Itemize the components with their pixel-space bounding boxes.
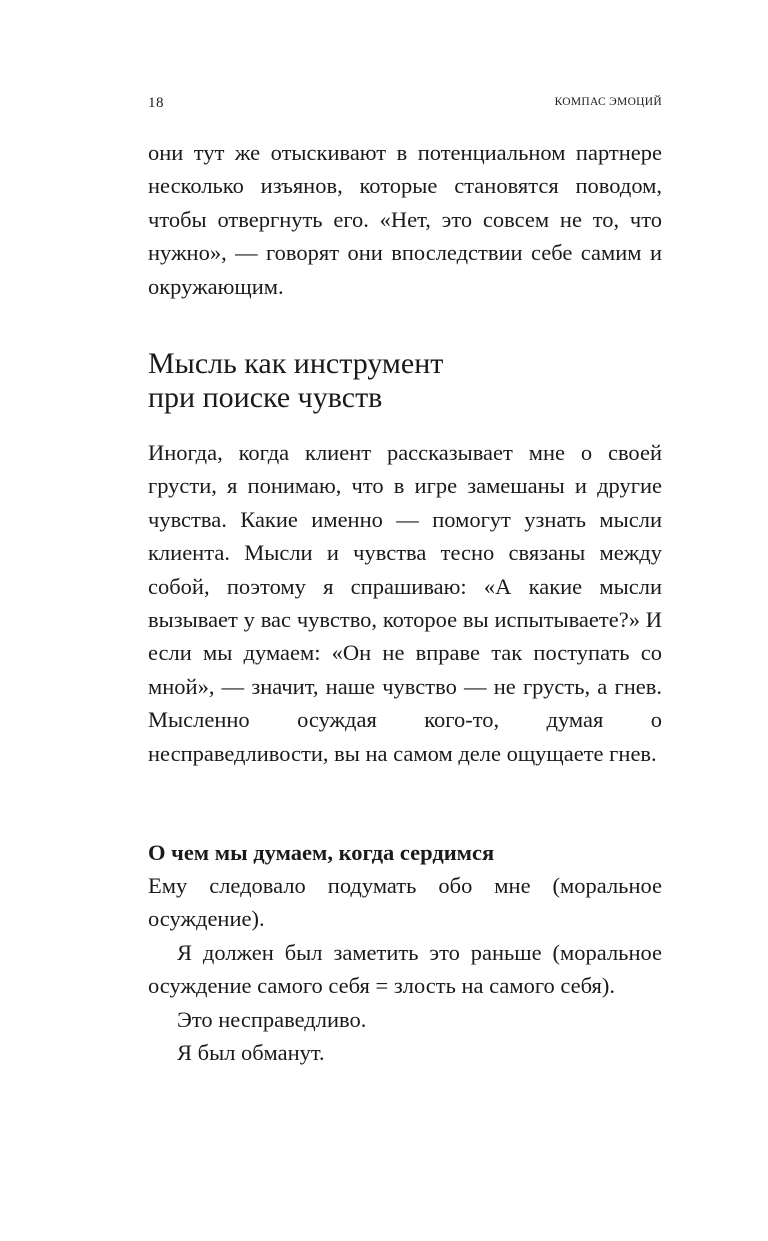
page-number: 18 xyxy=(148,95,164,111)
section-heading-line-1: Мысль как инструмент xyxy=(148,347,444,380)
thought-item: Это несправедливо. xyxy=(177,1006,367,1032)
thought-item: Ему следовало подумать обо мне (моральное осуждение). xyxy=(148,873,662,932)
book-title: КОМПАС ЭМОЦИЙ xyxy=(554,96,662,108)
section-paragraph: Иногда, когда клиент рассказывает мне о своей грусти, я понимаю, что в игре замешаны и другие чувства. Какие именно — помогут узнать мысли клиента. Мысли и чувства тесно связаны между собой, поэтому я спрашиваю: «А какие мысли вызывает у вас чувство, которое вы испытываете?» И если мы думаем: «Он не вправе так поступать со мной», — значит, наше чувство — не грусть, а гнев. Мысленно осуждая кого-то, думая о несправедливости, вы на самом деле ощущаете гнев. xyxy=(148,440,662,766)
thoughts-list xyxy=(148,869,662,1069)
section-heading-line-2: при поиске чувств xyxy=(148,381,383,414)
running-head xyxy=(148,95,662,115)
thought-item: Я должен был заметить это раньше (моральное осуждение самого себя = злость на самого себя). xyxy=(148,939,662,999)
paragraph-continuation: они тут же отыскивают в потенциальном партнере несколько изъянов, которые становятся поводом, чтобы отвергнуть его. «Нет, это совсем не то, что нужно», — говорят они впоследствии себе самим и окружающим. xyxy=(148,140,662,299)
thought-item: Я был обманут. xyxy=(177,1040,325,1066)
subsection-title: О чем мы думаем, когда сердимся xyxy=(148,840,495,865)
section-heading xyxy=(148,347,662,415)
